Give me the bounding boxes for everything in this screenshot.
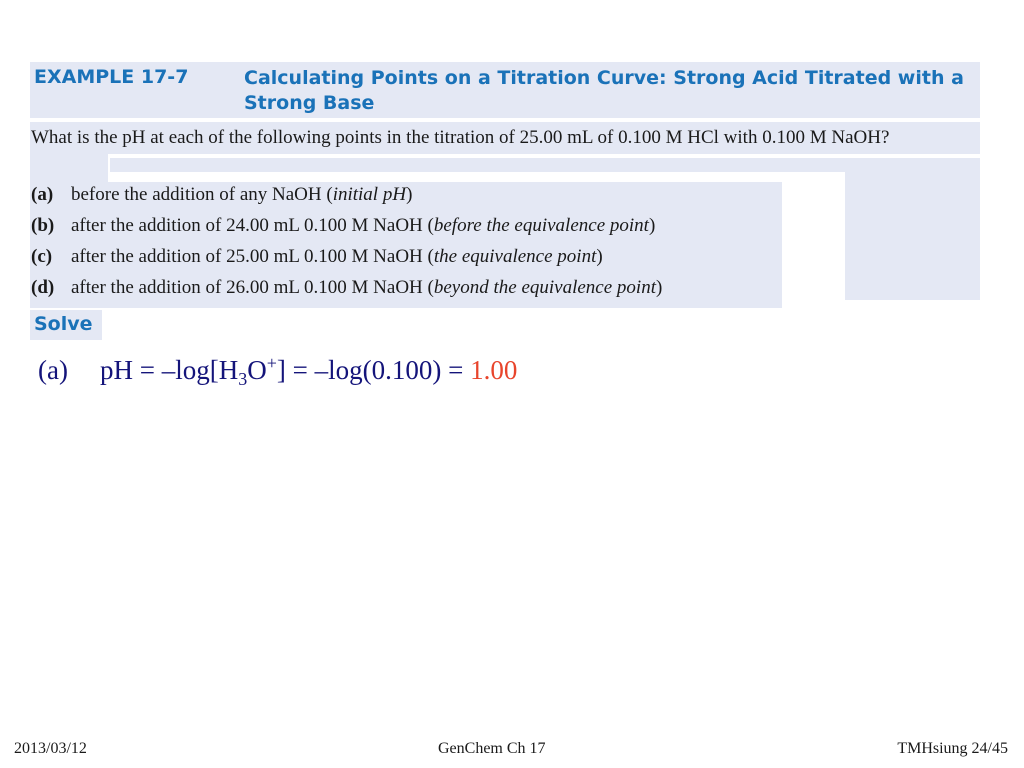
item-text: before the addition of any NaOH ( [71,184,333,205]
solve-label: Solve [34,313,93,335]
item-note: before the equivalence point [433,215,649,236]
item-close: ) [655,277,663,298]
item-text: after the addition of 24.00 mL 0.100 M NaOH ( [71,215,434,236]
item-a [31,184,412,206]
item-close: ) [648,215,656,236]
item-note: the equivalence point [433,246,597,267]
item-c [31,246,603,268]
item-close: ) [406,184,413,205]
equation-part2: O [247,355,267,385]
answer-equation [38,353,518,389]
item-text: after the addition of 26.00 mL 0.100 M NaOH ( [71,277,434,298]
item-letter: (a) [31,184,54,205]
footer-page: TMHsiung 24/45 [897,740,1008,757]
item-d [31,277,662,299]
superscript: + [266,353,277,373]
example-label: EXAMPLE 17-7 [34,66,189,88]
question-panel-right [110,158,980,172]
answer-result: 1.00 [470,355,518,385]
answer-tag: (a) [38,355,68,385]
item-letter: (d) [31,277,55,298]
item-b [31,215,655,237]
question-text: What is the pH at each of the following points in the titration of 25.00 mL of 0.100 M HCl with 0.100 M NaOH? [31,127,890,148]
item-letter: (b) [31,215,55,236]
equation-part1: pH = –log[H [100,355,239,385]
item-note: initial pH [332,184,407,205]
question-panel-line2 [30,154,108,182]
item-letter: (c) [31,246,53,267]
equation-part3: ] = –log(0.100) = [276,355,471,385]
subscript: 3 [238,369,248,389]
footer-date: 2013/03/12 [14,740,87,757]
item-text: after the addition of 25.00 mL 0.100 M NaOH ( [71,246,434,267]
footer-course: GenChem Ch 17 [438,740,546,757]
items-panel-right [845,172,980,300]
item-note: beyond the equivalence point [433,277,656,298]
item-close: ) [596,246,603,267]
example-title: Calculating Points on a Titration Curve: Strong Acid Titrated with a Strong Base [244,67,964,114]
